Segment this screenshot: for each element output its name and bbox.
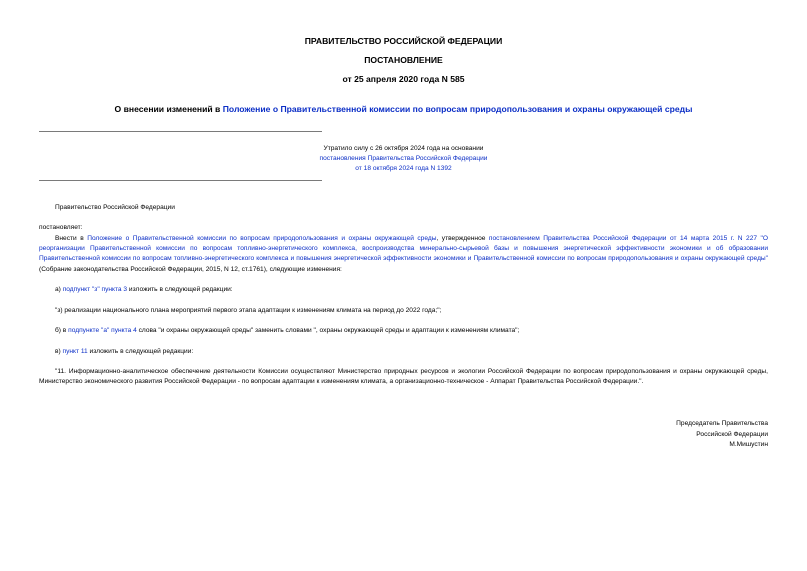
item-a-link[interactable]: подпункт "з" пункта 3 xyxy=(62,286,128,293)
title-prefix: О внесении изменений в xyxy=(114,104,223,114)
divider-top xyxy=(39,131,322,132)
item-b-link[interactable]: подпункте "а" пункта 4 xyxy=(68,327,137,334)
item-b-text-2: слова "и охраны окружающей среды" заменить словами ", охраны окружающей среды и адаптации к изменениям климата"; xyxy=(136,327,520,334)
item-a-new-text: "з) реализации национального плана мероприятий первого этапа адаптации к изменениям климата на период до 2022 года;"; xyxy=(55,307,442,314)
item-b-text-1: б) в xyxy=(55,327,69,334)
main-decree-link[interactable]: постановлением Правительства Российской Федерации от 14 марта 2015 г. N 227 "О реорганизации Правительственной комиссии по вопросам топливно-энергетического комплекса, воспроизводства минерально-сырьевой базы и повышения энергетической эффективности экономики и об образовании Правительственной комиссии по вопросам топливно-энергетического комплекса и повышения энергетической эффективности экономики и Правительственной комиссии по вопросам природопользования и охраны окружающей среды" xyxy=(39,235,769,263)
main-paragraph xyxy=(39,234,768,275)
item-b xyxy=(55,326,519,336)
signature-block xyxy=(676,419,768,451)
main-text-1: Внести в xyxy=(55,235,88,242)
item-a-text-2: изложить в следующей редакции: xyxy=(127,286,233,293)
document-date-number: от 25 апреля 2020 года N 585 xyxy=(342,74,465,84)
status-note-date-link[interactable]: от 18 октября 2024 года N 1392 xyxy=(355,165,452,172)
item-v-link[interactable]: пункт 11 xyxy=(62,348,88,355)
status-note-line1: Утратило силу с 26 октября 2024 года на основании xyxy=(323,145,484,152)
main-text-2: , утвержденное xyxy=(436,235,489,242)
signature-position: Председатель Правительства xyxy=(676,420,768,427)
signature-country: Российской Федерации xyxy=(696,430,768,438)
document-title xyxy=(20,104,787,115)
signature-name: М.Мишустин xyxy=(729,441,768,448)
item-v xyxy=(55,347,193,357)
item-v-new-text: "11. Информационно-аналитическое обеспечение деятельности Комиссии осуществляют Министерство природных ресурсов и экологии Российской Федерации по вопросам природопользования и охраны окружающей среды, Министерство экономического развития Российской Федерации - по вопросам адаптации к изменениям климата, а организационно-техническое - Аппарат Правительства Российской Федерации.". xyxy=(39,368,768,386)
issuer-text: Правительство Российской Федерации xyxy=(55,204,175,211)
status-note xyxy=(220,144,587,174)
divider-bottom xyxy=(39,180,322,181)
government-heading: ПРАВИТЕЛЬСТВО РОССИЙСКОЙ ФЕДЕРАЦИИ xyxy=(304,36,503,46)
item-v-text-1: в) xyxy=(55,348,63,355)
main-text-3: (Собрание законодательства Российской Федерации, 2015, N 12, ст.1761), следующие изменения: xyxy=(39,265,342,273)
main-regulation-link[interactable]: Положение о Правительственной комиссии по вопросам природопользования и охраны окружающей среды xyxy=(87,235,437,242)
document-type: ПОСТАНОВЛЕНИЕ xyxy=(364,55,443,65)
item-v-text-2: изложить в следующей редакции: xyxy=(87,348,194,355)
item-a-text-1: а) xyxy=(55,286,63,293)
status-note-decree-link[interactable]: постановления Правительства Российской Федерации xyxy=(319,155,488,162)
title-regulation-link[interactable]: Положение о Правительственной комиссии по вопросам природопользования и охраны окружающей среды xyxy=(222,104,693,114)
decree-word: постановляет: xyxy=(39,224,83,231)
item-a xyxy=(55,285,233,295)
